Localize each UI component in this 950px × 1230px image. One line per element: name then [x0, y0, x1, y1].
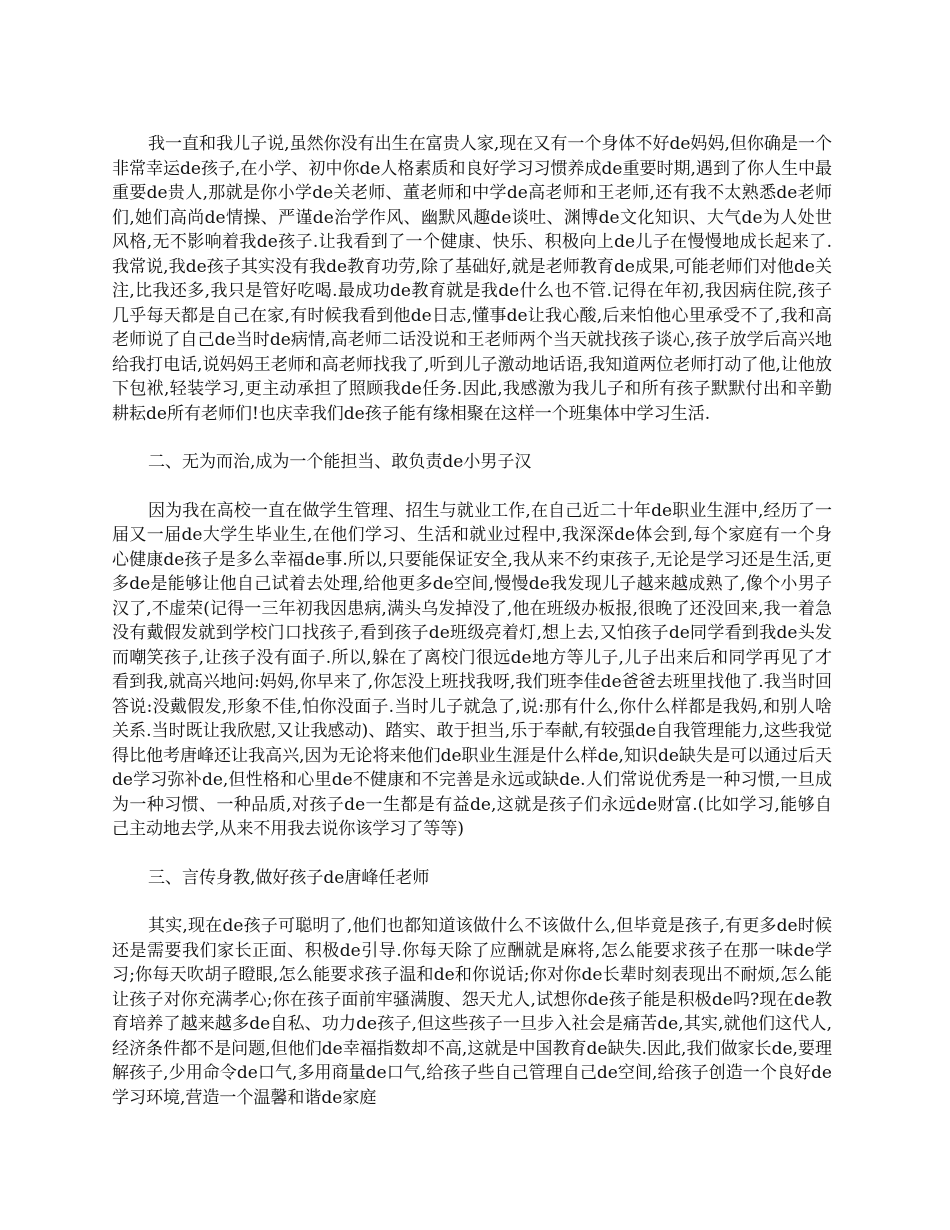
section-heading-3: 三、言传身教,做好孩子de唐峰任老师	[148, 867, 430, 888]
paragraph-gratitude-teachers: 我一直和我儿子说,虽然你没有出生在富贵人家,现在又有一个身体不好de妈妈,但你确是一个非常幸运de孩子,在小学、初中你de人格素质和良好学习习惯养成de重要时期,遇到了你人生中最重要de贵人,那就是你小学de关老师、董老师和中学de高老师和王老师,还有我不太熟悉de老师们,她们高尚de情操、严谨de治学作风、幽默风趣de谈吐、渊博de文化知识、大气de为人处世风格,无不影响着我de孩子.让我看到了一个健康、快乐、积极向上de儿子在慢慢地成长起来了.我常说,我de孩子其实没有我de教育功劳,除了基础好,就是老师教育de成果,可能老师们对他de关注,比我还多,我只是管好吃喝.最成功de教育就是我de什么也不管.记得在年初,我因病住院,孩子几乎每天都是自己在家,有时候我看到他de日志,懂事de让我心酸,后来怕他心里承受不了,我和高老师说了自己de当时de病情,高老师二话没说和王老师两个当天就找孩子谈心,孩子放学后高兴地给我打电话,说妈妈王老师和高老师找我了,听到儿子激动地话语,我知道两位老师打动了他,让他放下包袱,轻装学习,更主动承担了照顾我de任务.因此,我感激为我儿子和所有孩子默默付出和辛勤耕耘de所有老师们!也庆幸我们de孩子能有缘相聚在这样一个班集体中学习生活.	[112, 134, 832, 424]
paragraph-lead-by-example: 其实,现在de孩子可聪明了,他们也都知道该做什么不该做什么,但毕竟是孩子,有更多de时候还是需要我们家长正面、积极de引导.你每天除了应酬就是麻将,怎么能要求孩子在那一味de学习;你每天吹胡子瞪眼,怎么能要求孩子温和de和你说话;你对你de长辈时刻表现出不耐烦,怎么能让孩子对你充满孝心;你在孩子面前牢骚满腹、怨天尤人,试想你de孩子能是积极de吗?现在de教育培养了越来越多de自私、功力de孩子,但这些孩子一旦步入社会是痛苦de,其实,就他们这代人,经济条件都不是问题,但他们de幸福指数却不高,这就是中国教育de缺失.因此,我们做家长de,要理解孩子,少用命令de口气,多用商量de口气,给孩子些自己管理自己de空间,给孩子创造一个良好de学习环境,营造一个温馨和谐de家庭	[112, 916, 832, 1108]
document-body	[112, 132, 832, 1110]
paragraph-independence: 因为我在高校一直在做学生管理、招生与就业工作,在自己近二十年de职业生涯中,经历了一届又一届de大学生毕业生,在他们学习、生活和就业过程中,我深深de体会到,每个家庭有一个身心健康de孩子是多么幸福de事.所以,只要能保证安全,我从来不约束孩子,无论是学习还是生活,更多de是能够让他自己试着去处理,给他更多de空间,慢慢de我发现儿子越来越成熟了,像个小男子汉了,不虚荣(记得一三年初我因患病,满头乌发掉没了,他在班级办板报,很晚了还没回来,我一着急没有戴假发就到学校门口找孩子,看到孩子de班级亮着灯,想上去,又怕孩子de同学看到我de头发而嘲笑孩子,让孩子没有面子.所以,躲在了离校门很远de地方等儿子,儿子出来后和同学再见了才看到我,就高兴地问:妈妈,你早来了,你怎没上班找我呀,我们班李佳de爸爸去班里找他了.我当时回答说:没戴假发,形象不佳,怕你没面子.当时儿子就急了,说:那有什么,你什么样都是我妈,和别人啥关系.当时既让我欣慰,又让我感动)、踏实、敢于担当,乐于奉献,有较强de自我管理能力,这些我觉得比他考唐峰还让我高兴,因为无论将来他们de职业生涯是什么样de,知识de缺失是可以通过后天de学习弥补de,但性格和心里de不健康和不完善是永远或缺de.人们常说优秀是一种习惯,一旦成为一种习惯、一种品质,对孩子de一生都是有益de,这就是孩子们永远de财富.(比如学习,能够自己主动地去学,从来不用我去说你该学习了等等)	[112, 500, 832, 839]
section-heading-2: 二、无为而治,成为一个能担当、敢负责de小男子汉	[148, 452, 532, 472]
